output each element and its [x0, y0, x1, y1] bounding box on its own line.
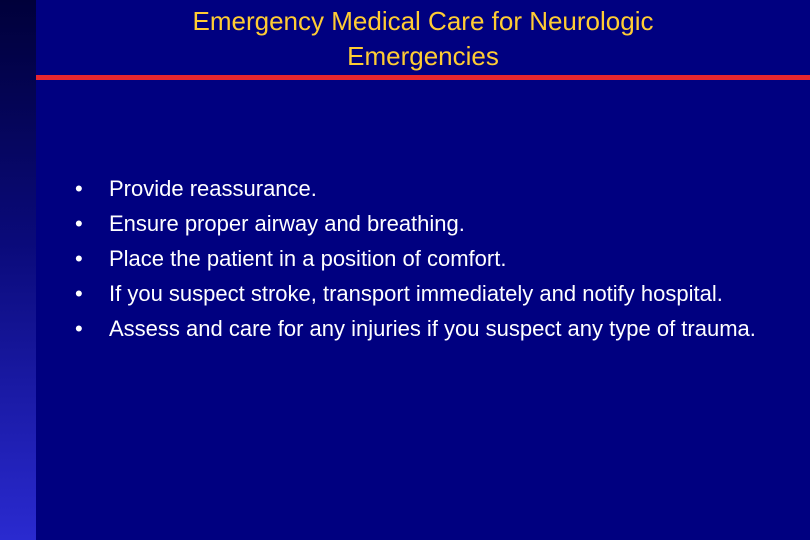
slide-title-line-1: Emergency Medical Care for Neurologic — [192, 6, 654, 36]
bullet-item — [75, 311, 765, 346]
bullet-text: Place the patient in a position of comfort. — [109, 246, 507, 271]
bullet-dot: • — [75, 176, 83, 201]
bullet-item — [75, 241, 765, 276]
slide-title-line-2: Emergencies — [347, 41, 499, 71]
slide-title — [36, 4, 810, 74]
bullet-dot: • — [75, 246, 83, 271]
bullet-list — [75, 171, 765, 346]
bullet-text: Assess and care for any injuries if you suspect any type of trauma. — [109, 316, 756, 341]
bullet-text: Ensure proper airway and breathing. — [109, 211, 465, 236]
bullet-dot: • — [75, 281, 83, 306]
left-accent-bar — [0, 0, 36, 540]
title-divider — [36, 75, 810, 80]
bullet-item — [75, 276, 765, 311]
bullet-dot: • — [75, 211, 83, 236]
bullet-dot: • — [75, 316, 83, 341]
bullet-item — [75, 171, 765, 206]
bullet-item — [75, 206, 765, 241]
bullet-text: Provide reassurance. — [109, 176, 317, 201]
bullet-text: If you suspect stroke, transport immediately and notify hospital. — [109, 281, 723, 306]
